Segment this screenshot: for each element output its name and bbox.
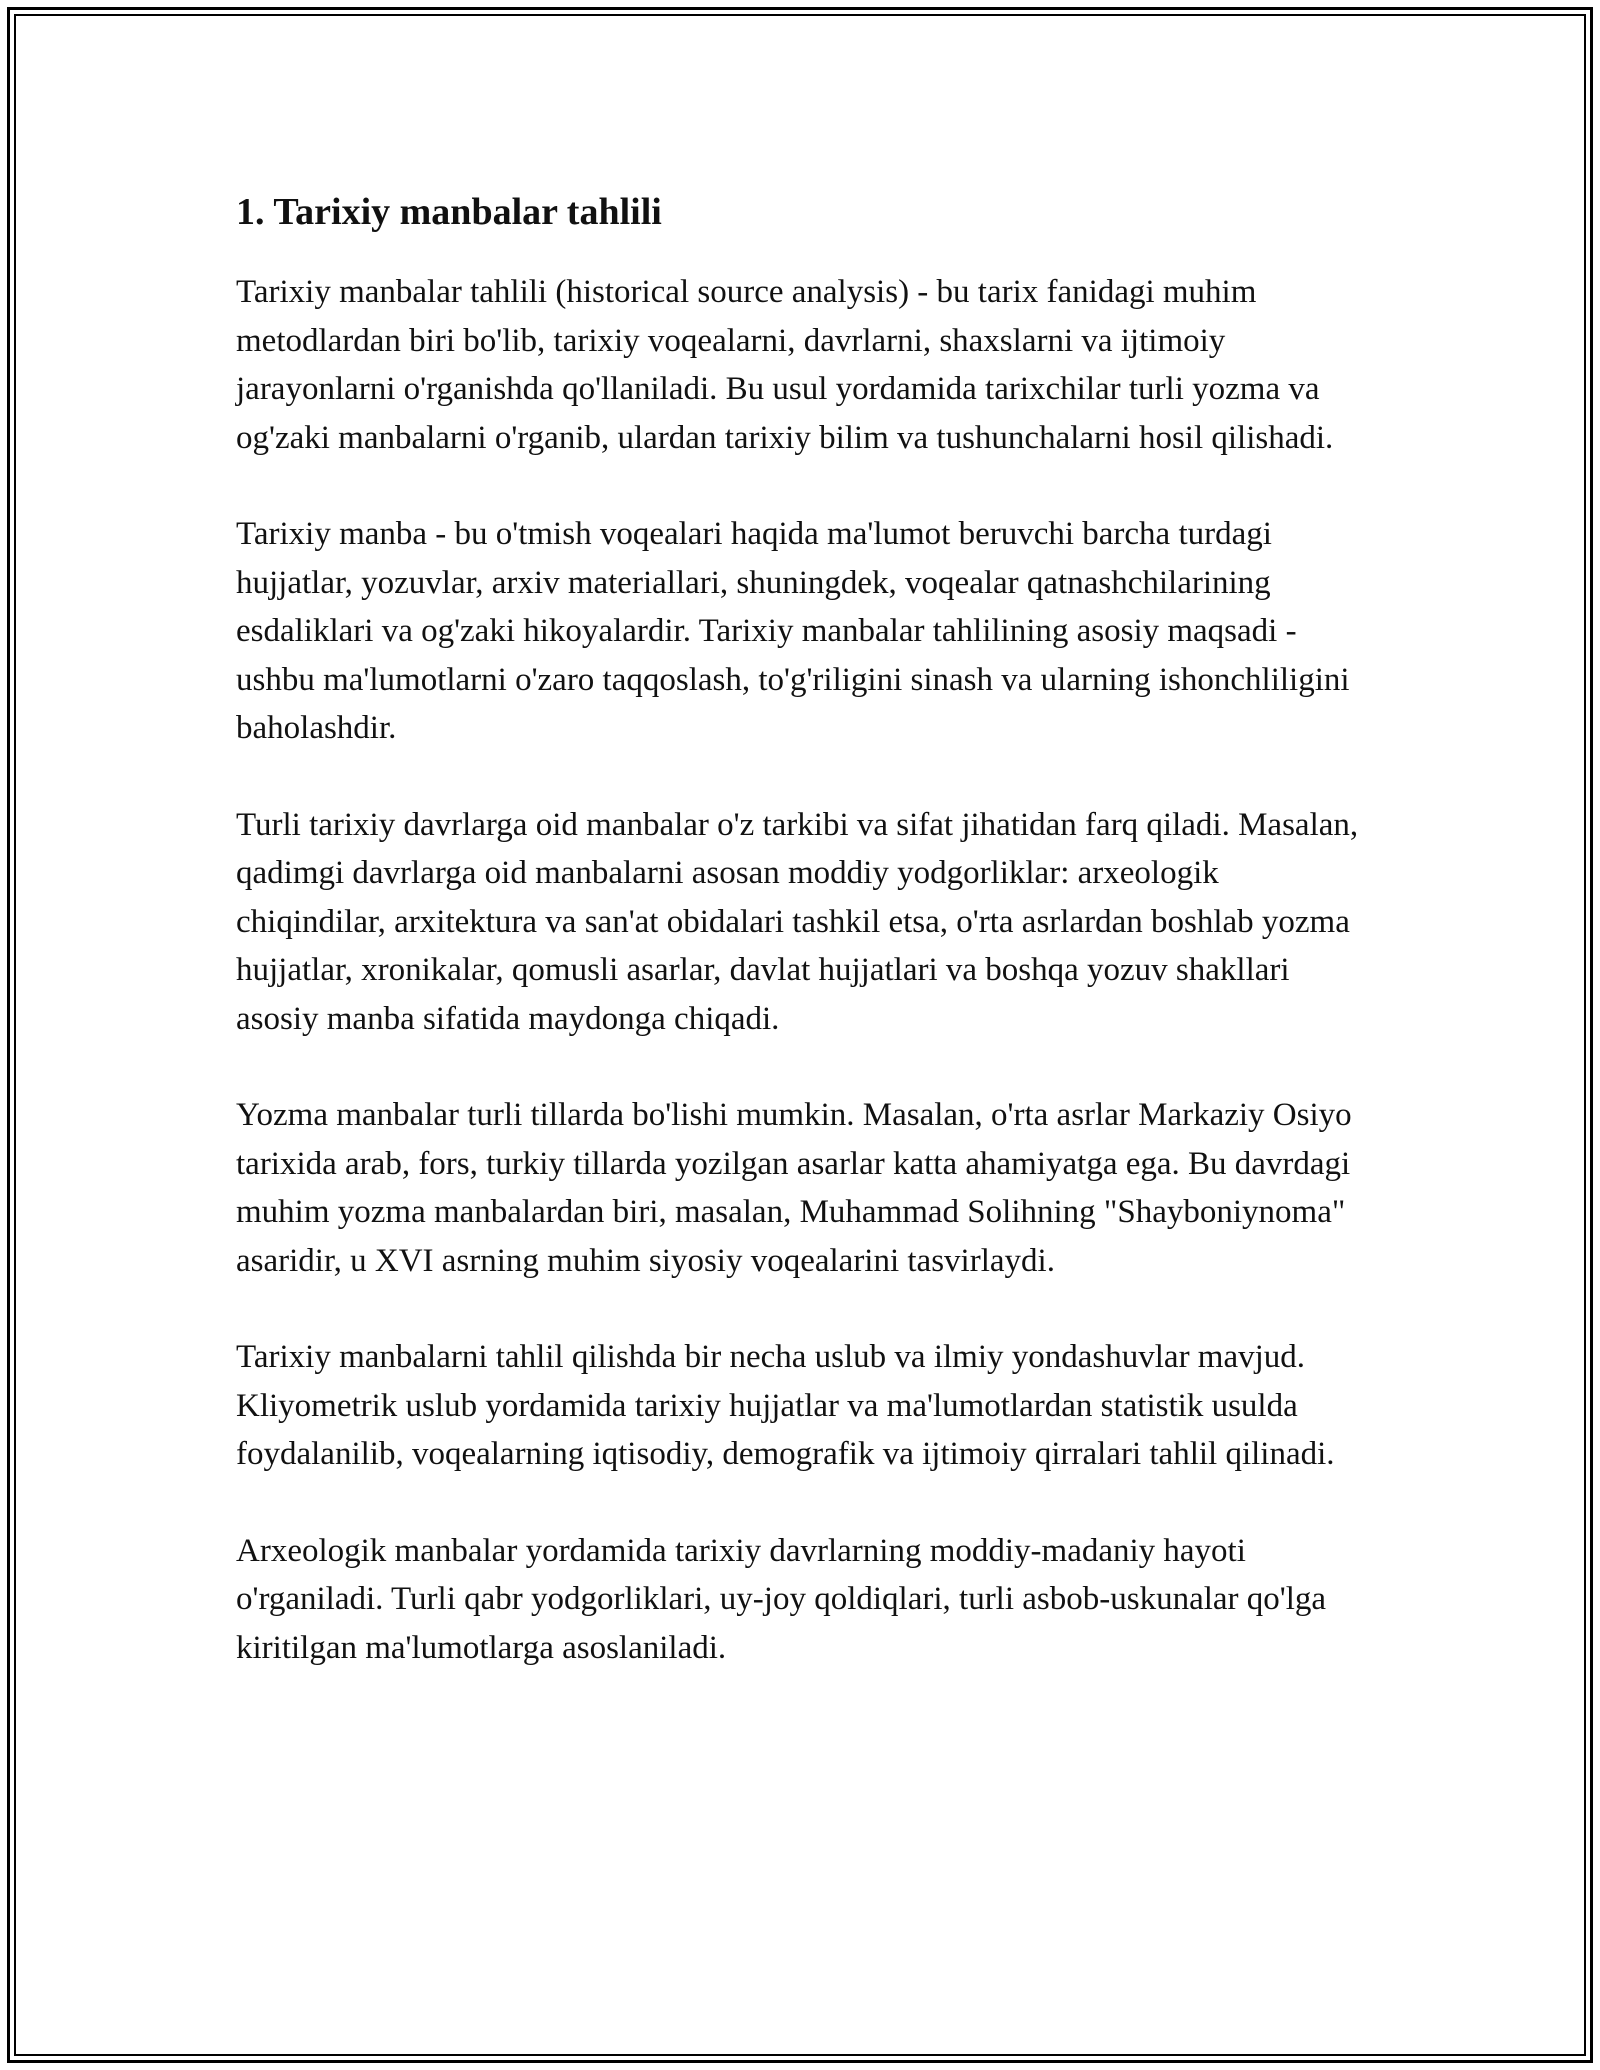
section-heading: 1. Tarixiy manbalar tahlili (236, 191, 662, 233)
paragraph-4: Yozma manbalar turli tillarda bo'lishi mumkin. Masalan, o'rta asrlar Markaziy Osiyo tarixida arab, fors, turkiy tillarda yozilgan asarlar katta ahamiyatga ega. Bu davrdagi muhim yozma manbalardan biri, masalan, Muhammad Solihning "Shayboniynoma" asaridir, u XVI asrning muhim siyosiy voqealarini tasvirlaydi. (236, 1097, 1352, 1279)
paragraph-1: Tarixiy manbalar tahlili (historical source analysis) - bu tarix fanidagi muhim metodlardan biri bo'lib, tarixiy voqealarni, davrlarni, shaxslarni va ijtimoiy jarayonlarni o'rganishda qo'llaniladi. Bu usul yordamida tarixchilar turli yozma va og'zaki manbalarni o'rganib, ulardan tarixiy bilim va tushunchalarni hosil qilishadi. (236, 274, 1334, 456)
paragraph-3: Turli tarixiy davrlarga oid manbalar o'z tarkibi va sifat jihatidan farq qiladi. Masalan, qadimgi davrlarga oid manbalarni asosan moddiy yodgorliklar: arxeologik chiqindilar, arxitektura va san'at obidalari tashkil etsa, o'rta asrlardan boshlab yozma hujjatlar, xronikalar, qomusli asarlar, davlat hujjatlari va boshqa yozuv shakllari asosiy manba sifatida maydonga chiqadi. (236, 806, 1359, 1037)
paragraph-2: Tarixiy manba - bu o'tmish voqealari haqida ma'lumot beruvchi barcha turdagi hujjatlar, yozuvlar, arxiv materiallari, shuningdek, voqealar qatnashchilarining esdaliklari va og'zaki hikoyalardir. Tarixiy manbalar tahlilining asosiy maqsadi - ushbu ma'lumotlarni o'zaro taqqoslash, to'g'riligini sinash va ularning ishonchliligini baholashdir. (236, 516, 1350, 746)
paragraph-5: Tarixiy manbalarni tahlil qilishda bir necha uslub va ilmiy yondashuvlar mavjud. Kliyometrik uslub yordamida tarixiy hujjatlar va ma'lumotlardan statistik usulda foydalanilib, voqealarning iqtisodiy, demografik va ijtimoiy qirralari tahlil qilinadi. (236, 1339, 1335, 1472)
document-body (236, 186, 1364, 1720)
paragraph-6: Arxeologik manbalar yordamida tarixiy davrlarning moddiy-madaniy hayoti o'rganiladi. Turli qabr yodgorliklari, uy-joy qoldiqlari, turli asbob-uskunalar qo'lga kiritilgan ma'lumotlarga asoslaniladi. (236, 1532, 1327, 1666)
